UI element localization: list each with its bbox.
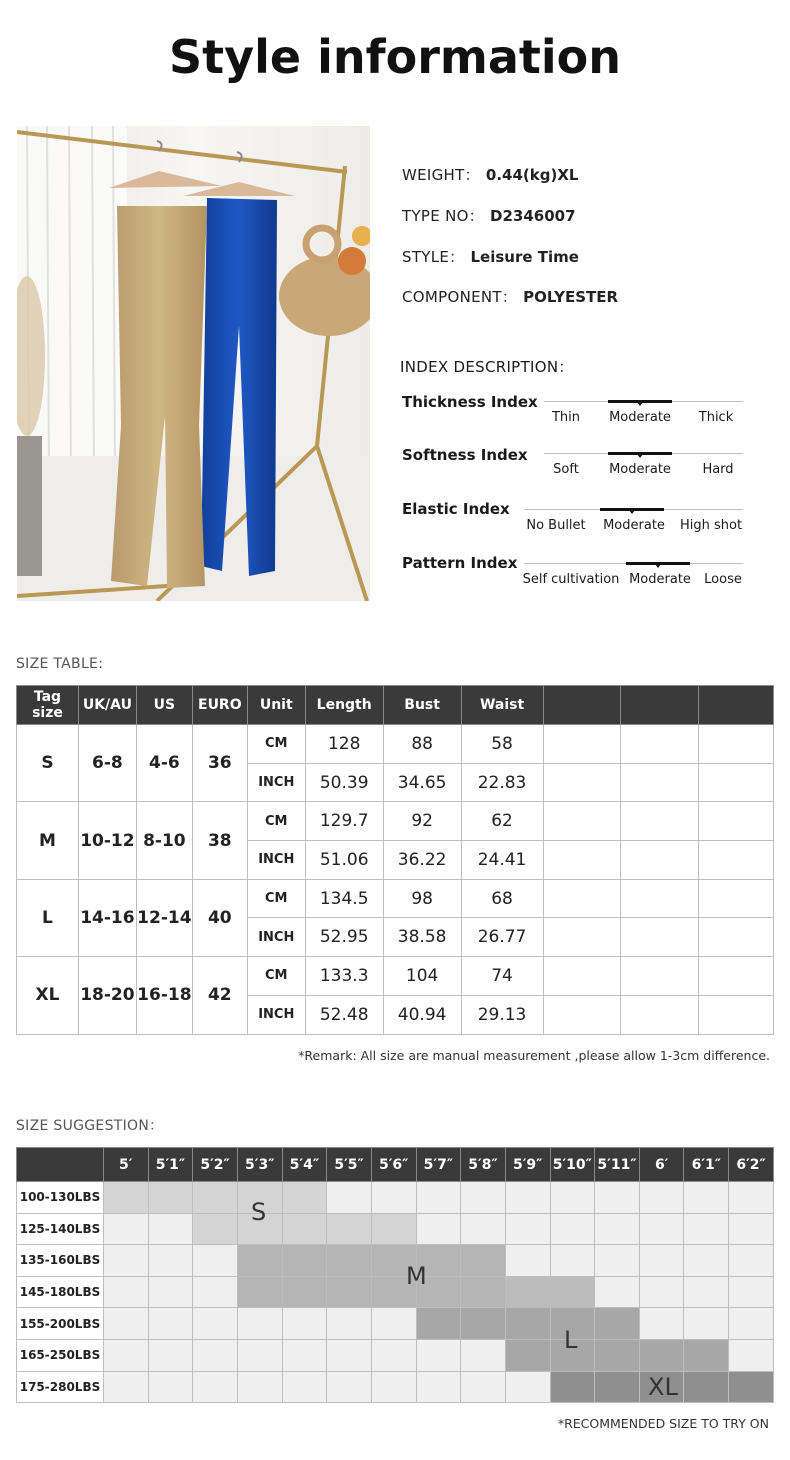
suggestion-cell [193, 1339, 238, 1371]
suggestion-cell [595, 1276, 640, 1308]
suggestion-cell [729, 1308, 774, 1340]
waist-cell: 74 [461, 957, 543, 996]
suggestion-cell [639, 1182, 684, 1214]
weight-row [17, 1339, 774, 1371]
component-label: COMPONENT： [402, 288, 518, 306]
size-letter-xl: XL [648, 1373, 678, 1401]
suggestion-cell [371, 1339, 416, 1371]
tag-size-cell: XL [17, 957, 79, 1034]
suggestion-cell [103, 1245, 148, 1277]
bust-cell: 88 [383, 725, 461, 764]
suggestion-cell [237, 1339, 282, 1371]
bust-cell: 36.22 [383, 841, 461, 880]
suggestion-cell [461, 1182, 506, 1214]
corner-cell [17, 1148, 104, 1182]
us-size-cell: 4-6 [136, 725, 192, 802]
height-header: 5′4″ [282, 1148, 327, 1182]
length-cell: 129.7 [305, 802, 383, 841]
suggestion-cell [193, 1308, 238, 1340]
weight-label: 125-140LBS [17, 1213, 104, 1245]
bust-cell: 38.58 [383, 918, 461, 957]
suggestion-cell [550, 1213, 595, 1245]
thickness-marker [608, 400, 672, 403]
pattern-index-label: Pattern Index [402, 554, 518, 572]
unit-cell: INCH [247, 841, 305, 880]
suggestion-cell [550, 1371, 595, 1403]
suggestion-cell [729, 1245, 774, 1277]
weight-row [402, 164, 578, 185]
empty-cell [543, 763, 621, 802]
suggestion-cell [282, 1308, 327, 1340]
suggestion-cell [371, 1308, 416, 1340]
height-header: 5′8″ [461, 1148, 506, 1182]
bust-cell: 34.65 [383, 763, 461, 802]
column-header: Tag size [17, 686, 79, 725]
softness-marker [608, 452, 672, 455]
pattern-marker [626, 562, 690, 565]
height-header: 5′9″ [505, 1148, 550, 1182]
suggestion-cell [639, 1339, 684, 1371]
suggestion-cell [416, 1339, 461, 1371]
suggestion-cell [237, 1308, 282, 1340]
length-cell: 51.06 [305, 841, 383, 880]
waist-cell: 68 [461, 879, 543, 918]
tag-size-cell: M [17, 802, 79, 879]
size-letter-m: M [406, 1262, 427, 1290]
type-row [402, 205, 576, 226]
suggestion-cell [103, 1276, 148, 1308]
unit-cell: CM [247, 802, 305, 841]
suggestion-cell [237, 1245, 282, 1277]
unit-cell: INCH [247, 918, 305, 957]
suggestion-cell [461, 1371, 506, 1403]
empty-cell [543, 802, 621, 841]
height-header: 6′ [639, 1148, 684, 1182]
euro-size-cell: 42 [192, 957, 247, 1034]
us-size-cell: 8-10 [136, 802, 192, 879]
empty-cell [543, 841, 621, 880]
scale-label: Soft [553, 462, 579, 477]
suggestion-cell [327, 1182, 372, 1214]
waist-cell: 22.83 [461, 763, 543, 802]
weight-label: 155-200LBS [17, 1308, 104, 1340]
size-suggestion-label: SIZE SUGGESTION： [16, 1118, 164, 1134]
bust-cell: 104 [383, 957, 461, 996]
empty-cell [621, 995, 699, 1034]
suggestion-cell [193, 1371, 238, 1403]
scale-label: Moderate [629, 572, 691, 587]
column-header: Bust [383, 686, 461, 725]
suggestion-cell [639, 1308, 684, 1340]
suggestion-cell [595, 1182, 640, 1214]
table-row [17, 957, 774, 996]
empty-cell [699, 879, 774, 918]
weight-row [17, 1182, 774, 1214]
height-header: 5′3″ [237, 1148, 282, 1182]
suggestion-cell [595, 1339, 640, 1371]
size-table-header [17, 686, 774, 725]
table-row [17, 802, 774, 841]
suggestion-cell [505, 1308, 550, 1340]
suggestion-cell [148, 1182, 193, 1214]
elastic-scale [524, 509, 743, 535]
scale-label: Thick [698, 410, 734, 425]
uk-size-cell: 14-16 [78, 879, 136, 956]
unit-cell: CM [247, 725, 305, 764]
size-table-label: SIZE TABLE: [16, 656, 104, 672]
suggestion-cell [103, 1213, 148, 1245]
length-cell: 133.3 [305, 957, 383, 996]
suggestion-cell [371, 1213, 416, 1245]
weight-label: 100-130LBS [17, 1182, 104, 1214]
empty-cell [543, 957, 621, 996]
column-header: Unit [247, 686, 305, 725]
uk-size-cell: 18-20 [78, 957, 136, 1034]
column-header: UK/AU [78, 686, 136, 725]
suggestion-cell [595, 1213, 640, 1245]
empty-cell [699, 725, 774, 764]
empty-cell [543, 995, 621, 1034]
scale-label: Loose [704, 572, 742, 587]
suggestion-cell [416, 1371, 461, 1403]
suggestion-cell [371, 1182, 416, 1214]
bust-cell: 40.94 [383, 995, 461, 1034]
elastic-marker [600, 508, 664, 511]
bust-cell: 92 [383, 802, 461, 841]
scale-label: Thin [551, 410, 581, 425]
suggestion-cell [505, 1213, 550, 1245]
empty-cell [699, 995, 774, 1034]
empty-cell [699, 918, 774, 957]
size-table [16, 685, 774, 1035]
suggestion-cell [461, 1276, 506, 1308]
scale-label: Moderate [609, 462, 671, 477]
suggestion-cell [684, 1182, 729, 1214]
pattern-scale [524, 563, 743, 589]
euro-size-cell: 38 [192, 802, 247, 879]
suggestion-cell [193, 1213, 238, 1245]
thickness-scale [544, 401, 743, 427]
softness-scale [544, 453, 743, 479]
column-header [699, 686, 774, 725]
us-size-cell: 16-18 [136, 957, 192, 1034]
column-header [543, 686, 621, 725]
suggestion-cell [505, 1245, 550, 1277]
height-header-row [17, 1148, 774, 1182]
suggestion-cell [461, 1308, 506, 1340]
suggestion-cell [103, 1339, 148, 1371]
suggestion-cell [327, 1371, 372, 1403]
index-description-label: INDEX DESCRIPTION： [400, 358, 574, 376]
waist-cell: 58 [461, 725, 543, 764]
weight-row [17, 1308, 774, 1340]
height-header: 5′ [103, 1148, 148, 1182]
waist-cell: 62 [461, 802, 543, 841]
column-header: Waist [461, 686, 543, 725]
scale-label: Self cultivation [522, 572, 620, 587]
empty-cell [543, 918, 621, 957]
weight-row [17, 1213, 774, 1245]
suggestion-cell [416, 1182, 461, 1214]
waist-cell: 26.77 [461, 918, 543, 957]
weight-label: 165-250LBS [17, 1339, 104, 1371]
suggestion-cell [595, 1371, 640, 1403]
suggestion-cell [237, 1276, 282, 1308]
suggestion-cell [327, 1308, 372, 1340]
empty-cell [621, 918, 699, 957]
suggestion-cell [729, 1339, 774, 1371]
suggestion-cell [371, 1371, 416, 1403]
suggestion-cell [684, 1308, 729, 1340]
suggestion-cell [327, 1339, 372, 1371]
style-value: Leisure Time [470, 248, 579, 266]
height-header: 5′1″ [148, 1148, 193, 1182]
scale-label: High shot [679, 518, 743, 533]
unit-cell: INCH [247, 763, 305, 802]
suggestion-cell [505, 1276, 550, 1308]
elastic-index-label: Elastic Index [402, 500, 510, 518]
table-row [17, 725, 774, 764]
scale-label: Hard [702, 462, 734, 477]
suggestion-cell [103, 1182, 148, 1214]
suggestion-cell [416, 1213, 461, 1245]
length-cell: 50.39 [305, 763, 383, 802]
us-size-cell: 12-14 [136, 879, 192, 956]
suggestion-cell [684, 1371, 729, 1403]
suggestion-cell [327, 1276, 372, 1308]
size-suggestion-table [16, 1147, 774, 1403]
bust-cell: 98 [383, 879, 461, 918]
suggestion-cell [282, 1213, 327, 1245]
height-header: 5′6″ [371, 1148, 416, 1182]
weight-label: 175-280LBS [17, 1371, 104, 1403]
suggestion-cell [148, 1213, 193, 1245]
weight-row [17, 1245, 774, 1277]
suggestion-cell [327, 1245, 372, 1277]
suggestion-cell [684, 1213, 729, 1245]
recommended-note: *RECOMMENDED SIZE TO TRY ON [557, 1416, 769, 1431]
empty-cell [699, 957, 774, 996]
empty-cell [699, 763, 774, 802]
empty-cell [699, 841, 774, 880]
page-title: Style information [169, 30, 621, 84]
unit-cell: CM [247, 957, 305, 996]
suggestion-cell [282, 1245, 327, 1277]
suggestion-cell [505, 1371, 550, 1403]
empty-cell [621, 841, 699, 880]
suggestion-cell [103, 1308, 148, 1340]
column-header: Length [305, 686, 383, 725]
suggestion-cell [148, 1371, 193, 1403]
empty-cell [621, 879, 699, 918]
scale-label: Moderate [603, 518, 665, 533]
suggestion-cell [193, 1245, 238, 1277]
length-cell: 134.5 [305, 879, 383, 918]
weight-value: 0.44(kg)XL [485, 166, 579, 184]
suggestion-cell [461, 1339, 506, 1371]
softness-index-label: Softness Index [402, 446, 528, 464]
suggestion-cell [237, 1371, 282, 1403]
height-header: 5′11″ [595, 1148, 640, 1182]
suggestion-cell [282, 1339, 327, 1371]
component-row [402, 286, 618, 307]
length-cell: 52.48 [305, 995, 383, 1034]
suggestion-cell [684, 1245, 729, 1277]
uk-size-cell: 6-8 [78, 725, 136, 802]
height-header: 5′2″ [193, 1148, 238, 1182]
suggestion-cell [148, 1308, 193, 1340]
suggestion-cell [416, 1308, 461, 1340]
suggestion-cell [639, 1276, 684, 1308]
height-header: 5′7″ [416, 1148, 461, 1182]
suggestion-cell [729, 1276, 774, 1308]
suggestion-cell [461, 1213, 506, 1245]
scale-label: No Bullet [526, 518, 586, 533]
suggestion-cell [327, 1213, 372, 1245]
suggestion-cell [550, 1245, 595, 1277]
suggestion-cell [148, 1245, 193, 1277]
empty-cell [543, 725, 621, 764]
uk-size-cell: 10-12 [78, 802, 136, 879]
height-header: 5′10″ [550, 1148, 595, 1182]
waist-cell: 29.13 [461, 995, 543, 1034]
weight-row [17, 1276, 774, 1308]
suggestion-cell [684, 1276, 729, 1308]
suggestion-cell [461, 1245, 506, 1277]
length-cell: 128 [305, 725, 383, 764]
column-header: US [136, 686, 192, 725]
euro-size-cell: 40 [192, 879, 247, 956]
suggestion-cell [729, 1182, 774, 1214]
style-label: STYLE： [402, 248, 465, 266]
height-header: 5′5″ [327, 1148, 372, 1182]
suggestion-cell [639, 1245, 684, 1277]
suggestion-cell [148, 1339, 193, 1371]
suggestion-cell [684, 1339, 729, 1371]
tag-size-cell: L [17, 879, 79, 956]
remark-text: *Remark: All size are manual measurement ,please allow 1-3cm difference. [298, 1048, 770, 1063]
empty-cell [621, 802, 699, 841]
waist-cell: 24.41 [461, 841, 543, 880]
suggestion-cell [595, 1245, 640, 1277]
type-label: TYPE NO： [402, 207, 485, 225]
suggestion-cell [148, 1276, 193, 1308]
unit-cell: INCH [247, 995, 305, 1034]
unit-cell: CM [247, 879, 305, 918]
suggestion-cell [729, 1213, 774, 1245]
suggestion-cell [282, 1182, 327, 1214]
thickness-index-label: Thickness Index [402, 393, 538, 411]
suggestion-cell [639, 1213, 684, 1245]
style-row [402, 246, 579, 267]
height-header: 6′2″ [729, 1148, 774, 1182]
tag-size-cell: S [17, 725, 79, 802]
suggestion-cell [729, 1371, 774, 1403]
product-photo [17, 126, 370, 601]
size-letter-s: S [251, 1198, 267, 1226]
empty-cell [621, 763, 699, 802]
scale-label: Moderate [609, 410, 671, 425]
suggestion-cell [193, 1276, 238, 1308]
suggestion-cell [193, 1182, 238, 1214]
empty-cell [699, 802, 774, 841]
weight-label: 145-180LBS [17, 1276, 104, 1308]
suggestion-cell [282, 1276, 327, 1308]
length-cell: 52.95 [305, 918, 383, 957]
suggestion-cell [103, 1371, 148, 1403]
height-header: 6′1″ [684, 1148, 729, 1182]
suggestion-cell [282, 1371, 327, 1403]
suggestion-cell [550, 1276, 595, 1308]
type-value: D2346007 [490, 207, 576, 225]
euro-size-cell: 36 [192, 725, 247, 802]
suggestion-cell [595, 1308, 640, 1340]
weight-label: 135-160LBS [17, 1245, 104, 1277]
table-row [17, 879, 774, 918]
empty-cell [621, 725, 699, 764]
empty-cell [621, 957, 699, 996]
suggestion-cell [550, 1182, 595, 1214]
suggestion-cell [505, 1339, 550, 1371]
weight-label: WEIGHT： [402, 166, 480, 184]
empty-cell [543, 879, 621, 918]
size-letter-l: L [564, 1326, 578, 1354]
component-value: POLYESTER [523, 288, 619, 306]
suggestion-cell [505, 1182, 550, 1214]
column-header [621, 686, 699, 725]
column-header: EURO [192, 686, 247, 725]
